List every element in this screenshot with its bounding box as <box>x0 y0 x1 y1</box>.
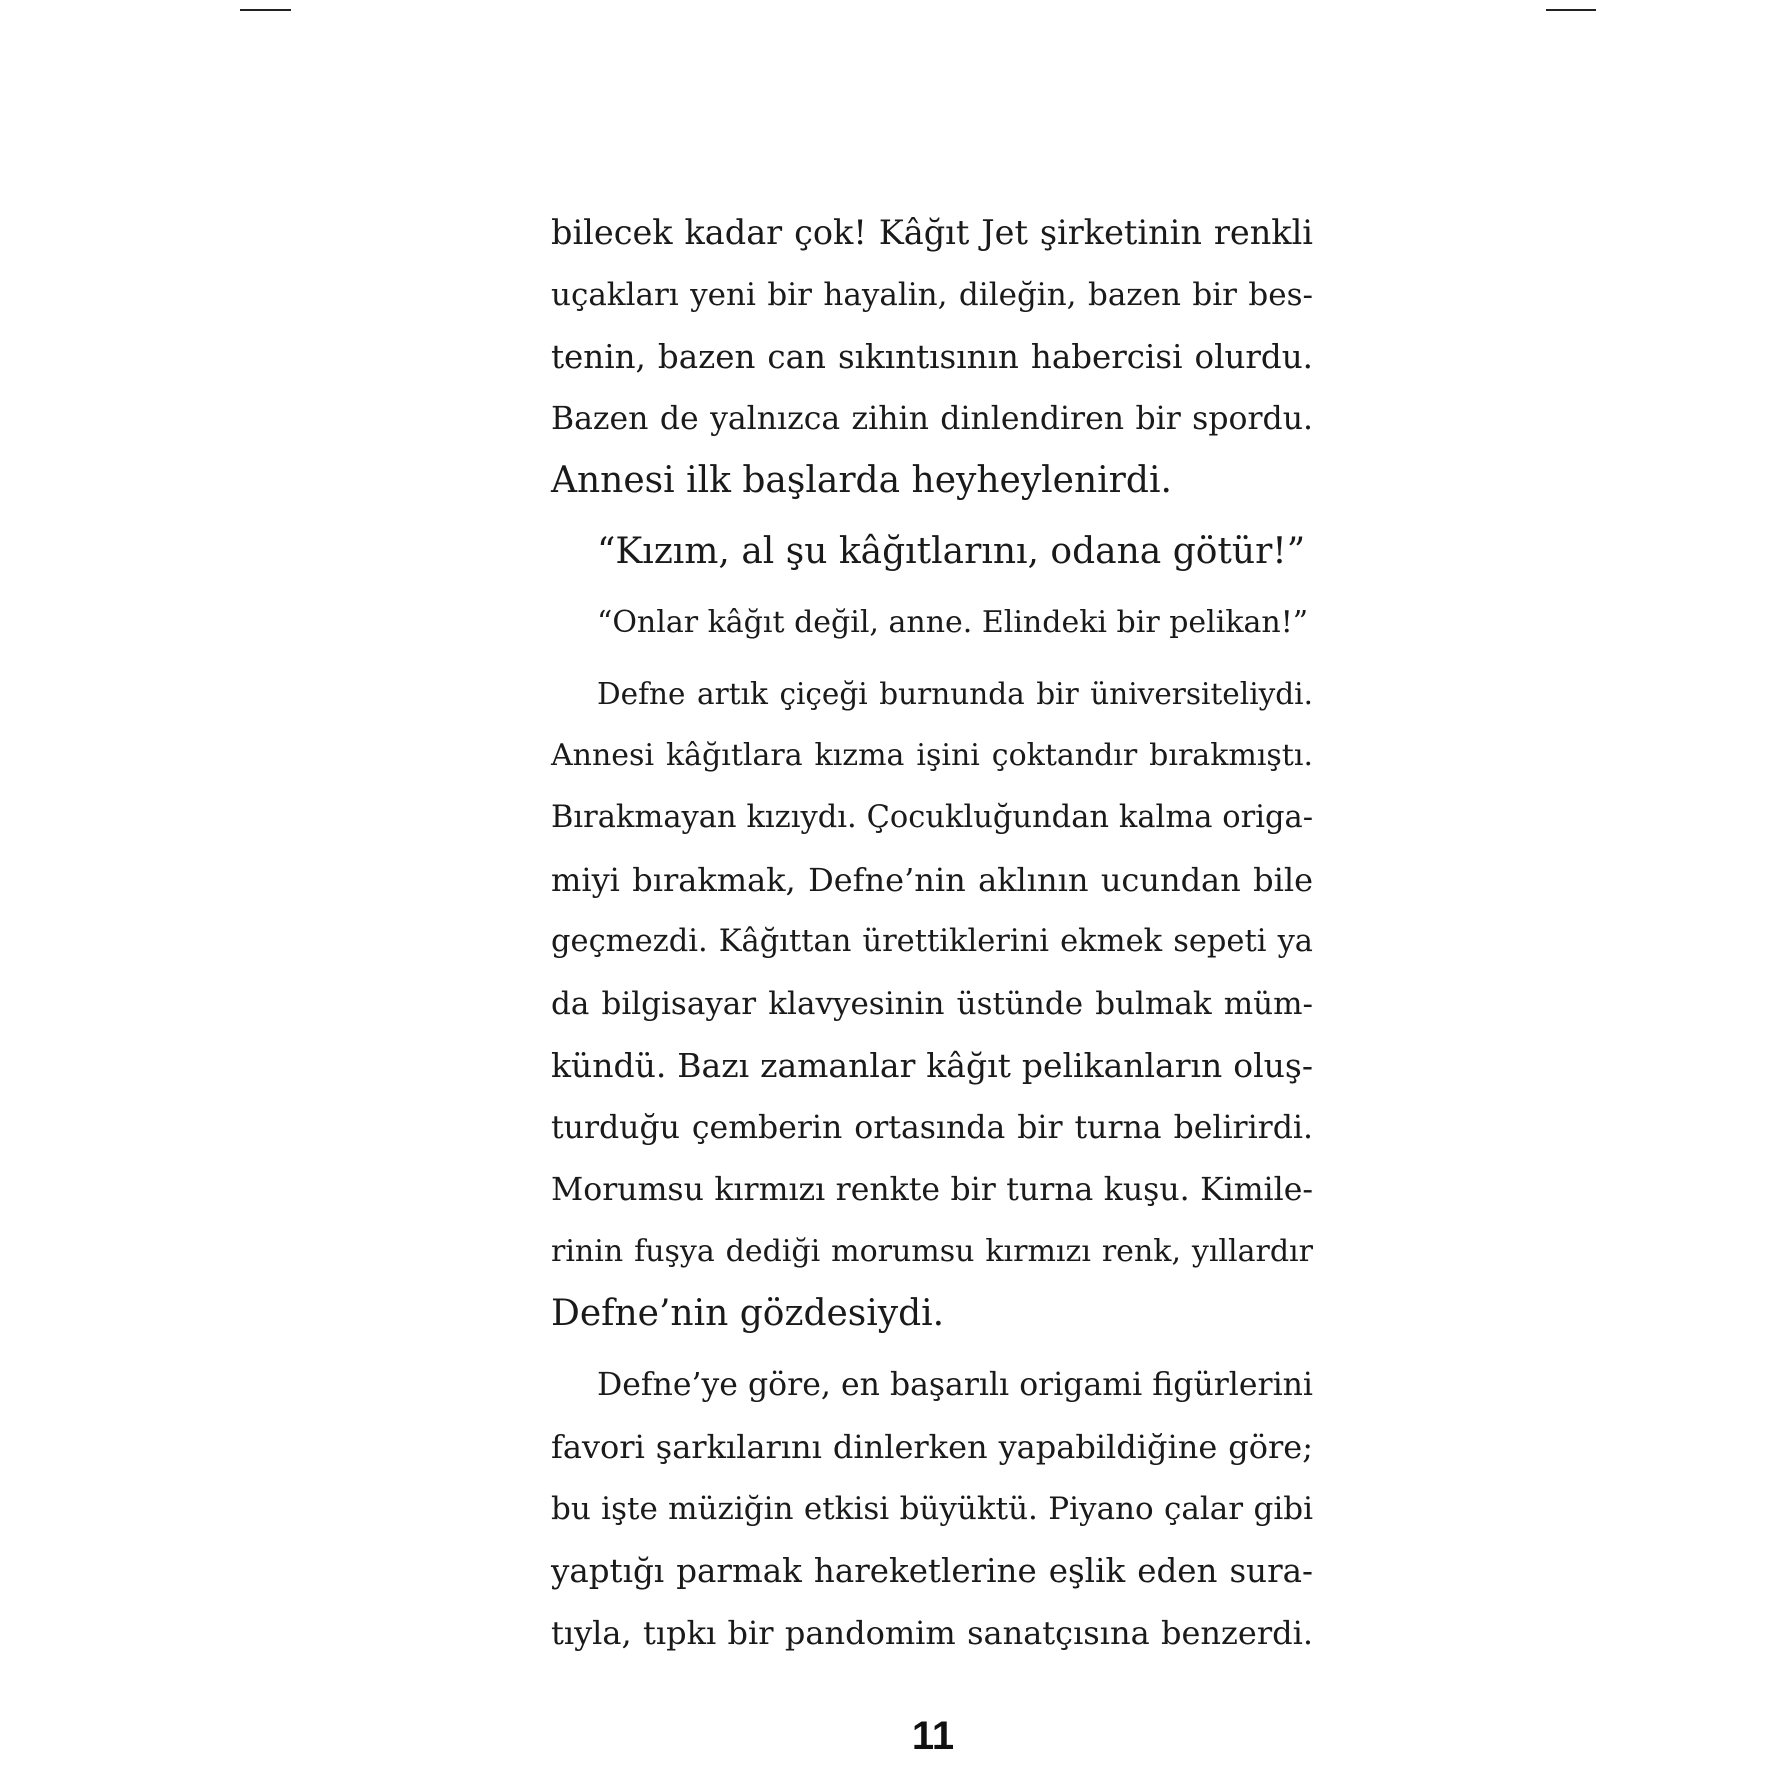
text-line: tıyla, tıpkı bir pandomim sanatçısına benzerdi. <box>551 1614 1313 1652</box>
text-line: uçakları yeni bir hayalin, dileğin, bazen bir bes- <box>551 277 1313 313</box>
text-line: Bırakmayan kızıydı. Çocukluğundan kalma origa- <box>551 800 1313 835</box>
text-line: rinin fuşya dediği morumsu kırmızı renk, yıllardır <box>551 1234 1313 1269</box>
text-line: bu işte müziğin etkisi büyüktü. Piyano çalar gibi <box>551 1491 1313 1527</box>
text-line: yaptığı parmak hareketlerine eşlik eden sura- <box>551 1552 1313 1590</box>
text-line: tenin, bazen can sıkıntısının habercisi olurdu. <box>551 338 1313 376</box>
text-line: Defne’nin gözdesiydi. <box>551 1293 945 1334</box>
text-line: Bazen de yalnızca zihin dinlendiren bir spordu. <box>551 401 1313 437</box>
text-line: Morumsu kırmızı renkte bir turna kuşu. Kimile- <box>551 1172 1313 1208</box>
text-line: bilecek kadar çok! Kâğıt Jet şirketinin renkli <box>551 213 1313 252</box>
text-line: da bilgisayar klavyesinin üstünde bulmak müm- <box>551 986 1313 1022</box>
text-line: kündü. Bazı zamanlar kâğıt pelikanların oluş- <box>551 1046 1313 1085</box>
text-line: Annesi kâğıtlara kızma işini çoktandır bırakmıştı. <box>551 738 1313 773</box>
crop-mark-left <box>240 9 291 11</box>
text-line: miyi bırakmak, Defne’nin aklının ucundan bile <box>551 861 1313 899</box>
text-line: Defne’ye göre, en başarılı origami figürlerini <box>597 1367 1313 1403</box>
body-text <box>551 202 1313 1664</box>
page-number: 11 <box>911 1714 955 1758</box>
crop-mark-right <box>1546 9 1596 11</box>
dialogue-line: “Onlar kâğıt değil, anne. Elindeki bir pelikan!” <box>597 605 1309 640</box>
text-line: geçmezdi. Kâğıttan ürettiklerini ekmek sepeti ya <box>551 924 1313 959</box>
text-line: favori şarkılarını dinlerken yapabildiğine göre; <box>551 1428 1313 1466</box>
text-line: Annesi ilk başlarda heyheylenirdi. <box>551 460 1172 501</box>
text-line: turduğu çemberin ortasında bir turna belirirdi. <box>551 1110 1313 1146</box>
dialogue-line: “Kızım, al şu kâğıtlarını, odana götür!” <box>597 531 1306 572</box>
text-line: Defne artık çiçeği burnunda bir üniversiteliydi. <box>597 677 1313 711</box>
